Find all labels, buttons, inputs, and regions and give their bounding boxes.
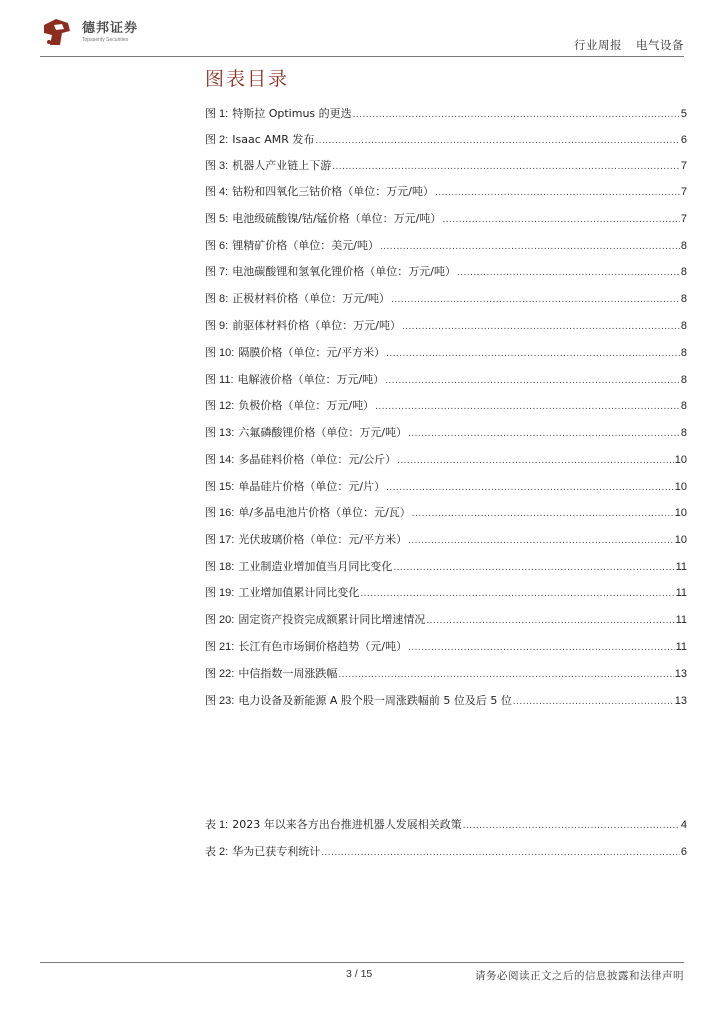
dot-leader <box>402 319 680 335</box>
dot-leader <box>408 533 674 549</box>
dot-leader <box>513 694 674 710</box>
entry-title: 工业制造业增加值当月同比变化 <box>238 560 393 573</box>
entry-label: 图 11: <box>205 374 234 386</box>
toc-entry-table-1[interactable] <box>205 817 687 833</box>
entry-title: 锂精矿价格（单位：美元/吨） <box>232 239 379 252</box>
entry-page: 13 <box>674 695 687 707</box>
entry-page: 8 <box>680 400 687 412</box>
entry-page: 11 <box>675 614 687 626</box>
entry-title: 2023 年以来各方出台推进机器人发展相关政策 <box>232 818 462 831</box>
entry-title: 六氟磷酸锂价格（单位：万元/吨） <box>238 426 408 439</box>
entry-page: 6 <box>680 134 687 146</box>
toc-entry-figure-20[interactable] <box>205 612 687 628</box>
entry-label: 图 12: <box>205 400 235 412</box>
entry-label: 图 16: <box>205 507 235 519</box>
entry-title: 光伏玻璃价格（单位：元/平方米） <box>238 533 408 546</box>
entry-label: 图 19: <box>205 587 235 599</box>
entry-title: 机器人产业链上下游 <box>232 159 332 172</box>
entry-page: 7 <box>680 213 687 225</box>
entry-page: 10 <box>674 481 687 493</box>
logo-name-en: Topsperity Securities <box>82 36 129 43</box>
entry-label: 图 8: <box>205 293 229 305</box>
dot-leader <box>457 265 680 281</box>
entry-label: 图 4: <box>205 186 229 198</box>
dot-leader <box>315 133 679 149</box>
dot-leader <box>442 212 680 228</box>
entry-label: 图 17: <box>205 534 235 546</box>
entry-page: 8 <box>680 266 687 278</box>
entry-page: 10 <box>674 507 687 519</box>
toc-entry-figure-17[interactable] <box>205 532 687 548</box>
entry-label: 图 15: <box>205 481 235 493</box>
entry-page: 7 <box>680 160 687 172</box>
dot-leader <box>435 185 680 201</box>
entry-label: 图 23: <box>205 695 235 707</box>
toc-entry-figure-5[interactable] <box>205 211 687 227</box>
dot-leader <box>380 239 680 255</box>
dot-leader <box>397 453 674 469</box>
entry-page: 11 <box>675 587 687 599</box>
toc-entry-figure-12[interactable] <box>205 398 687 414</box>
entry-label: 表 1: <box>205 819 229 831</box>
entry-page: 8 <box>680 240 687 252</box>
entry-page: 8 <box>680 320 687 332</box>
dot-leader <box>391 292 680 308</box>
entry-page: 10 <box>674 454 687 466</box>
footer-divider <box>40 962 684 963</box>
entry-page: 11 <box>675 561 687 573</box>
toc-entry-figure-22[interactable] <box>205 666 687 682</box>
entry-label: 图 2: <box>205 134 229 146</box>
entry-title: 多晶硅料价格（单位：元/公斤） <box>238 453 397 466</box>
entry-page: 13 <box>674 668 687 680</box>
entry-label: 图 14: <box>205 454 235 466</box>
toc-entry-figure-11[interactable] <box>205 372 687 388</box>
entry-page: 8 <box>680 347 687 359</box>
dot-leader <box>375 399 680 415</box>
entry-label: 表 2: <box>205 846 229 858</box>
report-type: 行业周报 <box>574 38 622 52</box>
entry-page: 4 <box>680 819 687 831</box>
toc-entry-figure-18[interactable] <box>205 559 687 575</box>
toc-entry-figure-14[interactable] <box>205 452 687 468</box>
dot-leader <box>426 613 674 629</box>
toc-entry-figure-7[interactable] <box>205 264 687 280</box>
entry-page: 8 <box>680 374 687 386</box>
dot-leader <box>353 107 680 123</box>
entry-title: 前驱体材料价格（单位：万元/吨） <box>232 319 401 332</box>
toc-entry-figure-15[interactable] <box>205 479 687 495</box>
report-category <box>574 37 684 53</box>
header-divider <box>40 56 684 57</box>
entry-title: 中信指数一周涨跌幅 <box>238 667 338 680</box>
entry-title: 长江有色市场铜价格趋势（元/吨） <box>238 640 408 653</box>
industry-name: 电气设备 <box>636 38 684 52</box>
company-logo <box>40 14 138 50</box>
toc-entry-table-2[interactable] <box>205 844 687 860</box>
dot-leader <box>338 667 673 683</box>
entry-title: 电力设备及新能源 A 股个股一周涨跌幅前 5 位及后 5 位 <box>238 694 512 707</box>
toc-entry-figure-13[interactable] <box>205 425 687 441</box>
entry-label: 图 6: <box>205 240 229 252</box>
toc-entry-figure-2[interactable] <box>205 132 687 148</box>
entry-label: 图 22: <box>205 668 235 680</box>
dot-leader <box>463 818 680 834</box>
entry-label: 图 13: <box>205 427 235 439</box>
dot-leader <box>393 560 674 576</box>
dot-leader <box>386 480 674 496</box>
entry-label: 图 1: <box>205 108 229 120</box>
entry-page: 8 <box>680 293 687 305</box>
page-number: 3 / 15 <box>346 968 373 980</box>
entry-page: 6 <box>680 846 687 858</box>
entry-title: 单/多晶电池片价格（单位：元/瓦） <box>238 506 411 519</box>
toc-title: 图表目录 <box>205 68 290 90</box>
toc-entry-figure-3[interactable] <box>205 158 687 174</box>
entry-label: 图 21: <box>205 641 235 653</box>
entry-page: 10 <box>674 534 687 546</box>
dot-leader <box>360 586 674 602</box>
toc-entry-figure-1[interactable] <box>205 106 687 122</box>
toc-entry-figure-6[interactable] <box>205 238 687 254</box>
entry-title: 单晶硅片价格（单位：元/片） <box>238 480 386 493</box>
dot-leader <box>385 373 680 389</box>
entry-page: 7 <box>680 186 687 198</box>
disclaimer-note: 请务必阅读正文之后的信息披露和法律声明 <box>475 970 684 982</box>
entry-label: 图 18: <box>205 561 235 573</box>
dot-leader <box>332 159 680 175</box>
dot-leader <box>321 845 680 861</box>
entry-title: 特斯拉 Optimus 的更迭 <box>232 107 352 120</box>
entry-label: 图 5: <box>205 213 229 225</box>
toc-entry-figure-9[interactable] <box>205 318 687 334</box>
logo-name-cn: 德邦证券 <box>82 20 139 36</box>
entry-title: 电池级硫酸镍/钴/锰价格（单位：万元/吨） <box>232 212 442 225</box>
entry-title: 隔膜价格（单位：元/平方米） <box>238 346 386 359</box>
entry-title: 电解液价格（单位：万元/吨） <box>237 373 385 386</box>
entry-page: 8 <box>680 427 687 439</box>
entry-label: 图 10: <box>205 347 235 359</box>
logo-mark-icon <box>40 15 74 49</box>
entry-title: 电池碳酸锂和氢氧化锂价格（单位：万元/吨） <box>232 265 456 278</box>
entry-title: 固定资产投资完成额累计同比增速情况 <box>238 613 426 626</box>
toc-entry-figure-16[interactable] <box>205 505 687 521</box>
entry-title: 华为已获专利统计 <box>232 845 321 858</box>
entry-label: 图 9: <box>205 320 229 332</box>
entry-label: 图 3: <box>205 160 229 172</box>
entry-page: 11 <box>675 641 687 653</box>
entry-title: 负极价格（单位：万元/吨） <box>238 399 375 412</box>
toc-entry-figure-23[interactable] <box>205 693 687 709</box>
entry-label: 图 7: <box>205 266 229 278</box>
dot-leader <box>412 506 674 522</box>
toc-entry-figure-21[interactable] <box>205 639 687 655</box>
entry-title: 正极材料价格（单位：万元/吨） <box>232 292 390 305</box>
dot-leader <box>386 346 680 362</box>
entry-title: 钴粉和四氧化三钴价格（单位：万元/吨） <box>232 185 434 198</box>
entry-title: 工业增加值累计同比变化 <box>238 586 360 599</box>
dot-leader <box>408 640 675 656</box>
toc-entry-figure-19[interactable] <box>205 585 687 601</box>
dot-leader <box>408 426 680 442</box>
entry-title: Isaac AMR 发布 <box>232 133 315 146</box>
entry-page: 5 <box>680 108 687 120</box>
entry-label: 图 20: <box>205 614 235 626</box>
toc-entry-figure-8[interactable] <box>205 291 687 307</box>
toc-entry-figure-4[interactable] <box>205 184 687 200</box>
toc-entry-figure-10[interactable] <box>205 345 687 361</box>
